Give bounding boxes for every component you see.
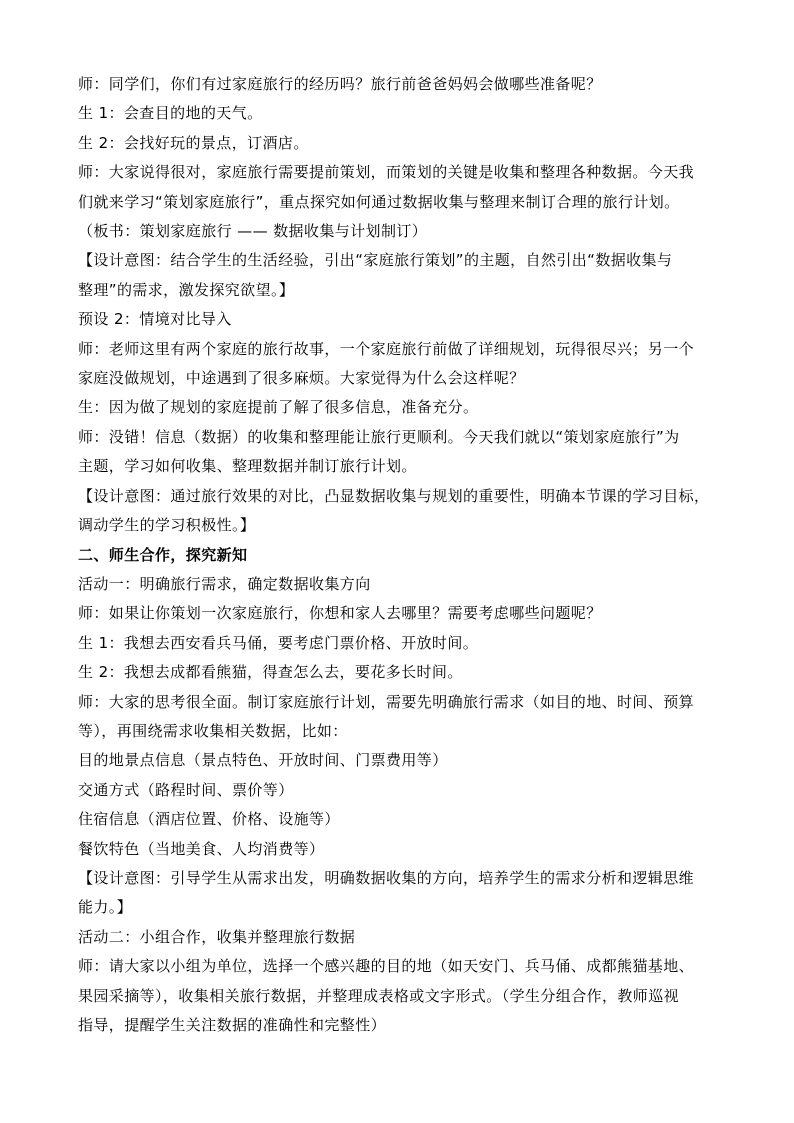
- list-item: 餐饮特色（当地美食、人均消费等）: [78, 839, 325, 858]
- blackboard-note: （板书：策划家庭旅行 —— 数据收集与计划制订）: [78, 222, 428, 241]
- document-body: [78, 70, 718, 1040]
- design-intent-line: 【设计意图：引导学生从需求出发，明确数据收集的方向，培养学生的需求分析和逻辑思维: [78, 868, 695, 887]
- dialogue-line: 果园采摘等），收集相关旅行数据，并整理成表格或文字形式。（学生分组合作，教师巡视: [78, 986, 680, 1005]
- list-item: 交通方式（路程时间、票价等）: [78, 780, 294, 799]
- dialogue-line: 生 1：我想去西安看兵马俑，要考虑门票价格、开放时间。: [78, 633, 479, 652]
- dialogue-line: 师：同学们，你们有过家庭旅行的经历吗？旅行前爸爸妈妈会做哪些准备呢？: [78, 75, 602, 93]
- dialogue-line: 师：如果让你策划一次家庭旅行，你想和家人去哪里？需要考虑哪些问题呢？: [78, 604, 602, 623]
- dialogue-line: 师：老师这里有两个家庭的旅行故事，一个家庭旅行前做了详细规划，玩得很尽兴；另一个: [78, 339, 695, 358]
- dialogue-line: 家庭没做规划，中途遇到了很多麻烦。大家觉得为什么会这样呢？: [78, 369, 525, 388]
- dialogue-line: 指导，提醒学生关注数据的准确性和完整性）: [78, 1016, 387, 1034]
- preset-heading: 预设 2：情境对比导入: [78, 310, 232, 329]
- dialogue-line: 生 2：我想去成都看熊猫，得查怎么去，要花多长时间。: [78, 663, 463, 682]
- dialogue-line: 师：大家的思考很全面。制订家庭旅行计划，需要先明确旅行需求（如目的地、时间、预算: [78, 692, 695, 711]
- dialogue-line: 生 1：会查目的地的天气。: [78, 104, 263, 123]
- dialogue-line: 主题，学习如何收集、整理数据并制订旅行计划。: [78, 457, 417, 476]
- activity-heading: 活动一：明确旅行需求，确定数据收集方向: [78, 574, 371, 593]
- dialogue-line: 们就来学习“策划家庭旅行”，重点探究如何通过数据收集与整理来制订合理的旅行计划。: [78, 192, 680, 211]
- design-intent-line: 【设计意图：通过旅行效果的对比，凸显数据收集与规划的重要性，明确本节课的学习目标，: [78, 486, 710, 505]
- list-item: 住宿信息（酒店位置、价格、设施等）: [78, 810, 340, 829]
- design-intent-line: 能力。】: [78, 898, 133, 917]
- activity-heading: 活动二：小组合作，收集并整理旅行数据: [78, 927, 356, 946]
- dialogue-line: 师：请大家以小组为单位，选择一个感兴趣的目的地（如天安门、兵马俑、成都熊猫基地、: [78, 957, 695, 976]
- dialogue-line: 师：大家说得很对，家庭旅行需要提前策划，而策划的关键是收集和整理各种数据。今天我: [78, 163, 695, 182]
- list-item: 目的地景点信息（景点特色、开放时间、门票费用等）: [78, 751, 448, 770]
- dialogue-line: 生：因为做了规划的家庭提前了解了很多信息，准备充分。: [78, 398, 479, 417]
- dialogue-line: 师：没错！信息（数据）的收集和整理能让旅行更顺利。今天我们就以“策划家庭旅行”为: [78, 427, 680, 446]
- design-intent-line: 调动学生的学习积极性。】: [78, 516, 256, 535]
- section-heading: 二、师生合作，探究新知: [78, 545, 248, 564]
- dialogue-line: 生 2：会找好玩的景点，订酒店。: [78, 133, 309, 152]
- dialogue-line: 等），再围绕需求收集相关数据，比如：: [78, 721, 348, 740]
- design-intent-line: 整理”的需求，激发探究欲望。】: [78, 280, 295, 299]
- design-intent-line: 【设计意图：结合学生的生活经验，引出“家庭旅行策划”的主题，自然引出“数据收集与: [78, 251, 673, 270]
